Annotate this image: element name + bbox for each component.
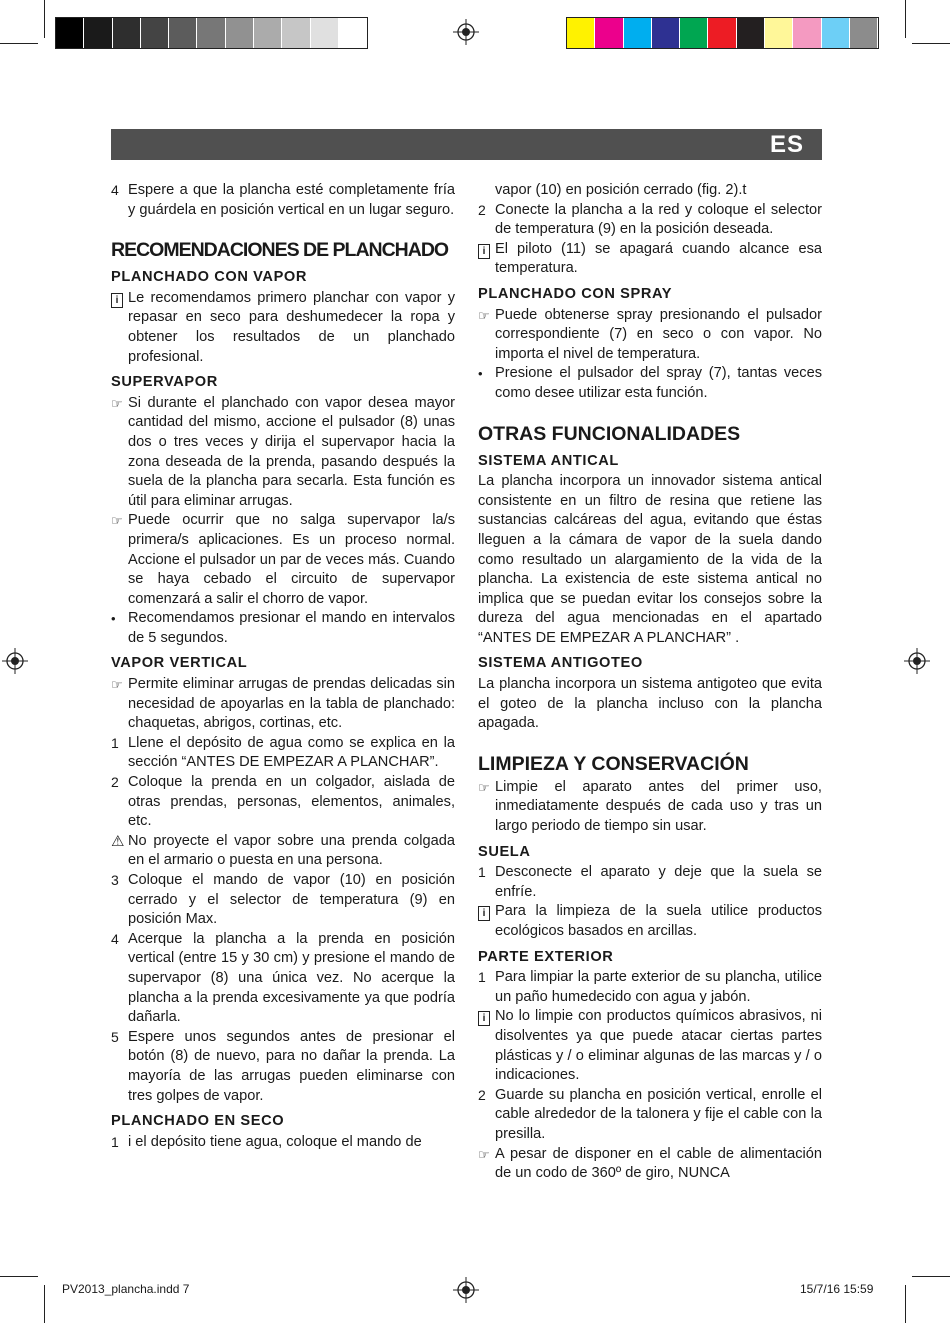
step-number: 1 xyxy=(478,864,486,881)
list-item xyxy=(111,511,455,609)
crop-mark xyxy=(0,1276,38,1277)
supervapor-list xyxy=(111,394,455,649)
subsection-title-spray: PLANCHADO CON SPRAY xyxy=(478,285,673,302)
color-swatch xyxy=(226,18,254,48)
seco-list xyxy=(111,1133,455,1153)
item-text: A pesar de disponer en el cable de alimentación de un codo de 360º de giro, NUNCA xyxy=(495,1145,822,1182)
subsection-title-supervapor: SUPERVAPOR xyxy=(111,374,218,391)
item-text: Desconecte el aparato y deje que la suela se enfríe. xyxy=(495,864,822,900)
language-header-bar xyxy=(111,129,822,160)
step-number: 5 xyxy=(111,1028,119,1045)
step-number: 1 xyxy=(111,1133,119,1150)
color-swatch xyxy=(624,18,652,48)
list-item xyxy=(111,181,455,220)
item-text: Llene el depósito de agua como se explica en la sección “ANTES DE EMPEZAR A PLANCHAR”. xyxy=(128,734,455,771)
antical-paragraph: La plancha incorpora un innovador sistema antical consistente en un filtro de resina que retiene las sustancias calcáreas del agua, evitando que éstas lleguen a la cámara de vapor de la suela dando como resultado un alargamiento de la vida de la plancha. La existencia de este sistema antical no implica que se puedan evitar los consejos sobre la dureza del agua mencionadas en el apartado “ANTES DE EMPEZAR A PLANCHAR” . xyxy=(478,473,822,646)
list-item xyxy=(478,902,822,941)
step-number: 1 xyxy=(111,734,119,751)
color-swatch xyxy=(793,18,821,48)
item-text: No proyecte el vapor sobre una prenda colgada en el armario o puesta en una persona. xyxy=(128,832,455,869)
item-text: El piloto (11) se apagará cuando alcance esa temperatura. xyxy=(495,240,822,277)
vapor-list xyxy=(111,289,455,367)
registration-mark-icon xyxy=(453,19,479,45)
list-item xyxy=(478,181,822,201)
left-column xyxy=(111,181,455,1152)
color-swatch xyxy=(254,18,282,48)
subsection-title-antical: SISTEMA ANTICAL xyxy=(478,452,619,469)
list-item xyxy=(111,930,455,1028)
section-title-limpieza: LIMPIEZA Y CONSERVACIÓN xyxy=(478,752,749,775)
item-text: Coloque el mando de vapor (10) en posición cerrado y el selector de temperatura (9) en posición Max. xyxy=(128,872,455,928)
list-item xyxy=(478,1007,822,1085)
item-text: Coloque la prenda en un colgador, aislada de otras prendas, personas, elementos, animales, etc. xyxy=(128,774,455,830)
list-item xyxy=(478,1145,822,1184)
grayscale-calibration-bar xyxy=(55,17,368,49)
color-swatch xyxy=(680,18,708,48)
footer-timestamp: 15/7/16 15:59 xyxy=(800,1282,874,1296)
list-item xyxy=(478,863,822,902)
list-item xyxy=(111,773,455,832)
limpieza-list xyxy=(478,778,822,837)
step-number: 2 xyxy=(111,774,119,791)
list-item xyxy=(111,734,455,773)
warning-icon: ⚠ xyxy=(111,832,125,850)
item-text: Conecte la plancha a la red y coloque el selector de temperatura (9) en la posición deseada. xyxy=(495,201,822,238)
list-item xyxy=(478,201,822,240)
hand-icon: ☞ xyxy=(478,307,490,323)
list-item xyxy=(478,306,822,365)
step-number: 1 xyxy=(478,969,486,986)
item-text: No lo limpie con productos químicos abrasivos, ni disolventes ya que puede atacar ciertas partes plásticas y / o eliminar algunas de las marcas y / o indicaciones. xyxy=(495,1008,822,1084)
item-text: Para limpiar la parte exterior de su plancha, utilice un paño humedecido con agua y jabón. xyxy=(495,969,822,1005)
list-item xyxy=(111,675,455,734)
crop-mark xyxy=(912,1276,950,1277)
right-column xyxy=(478,181,822,1184)
step-number: 2 xyxy=(478,201,486,218)
color-swatch xyxy=(652,18,680,48)
color-swatch xyxy=(56,18,84,48)
vertical-list xyxy=(111,675,455,1106)
item-text: Espere a que la plancha esté completamente fría y guárdela en posición vertical en un lugar seguro. xyxy=(128,182,455,218)
item-text: Para la limpieza de la suela utilice productos ecológicos basados en arcillas. xyxy=(495,903,822,939)
bullet-icon: • xyxy=(478,366,483,382)
list-item xyxy=(111,289,455,367)
section-title-otras: OTRAS FUNCIONALIDADES xyxy=(478,422,741,445)
bullet-icon: • xyxy=(111,611,116,627)
color-swatch xyxy=(169,18,197,48)
item-text: Presione el pulsador del spray (7), tantas veces como desee utilizar esta función. xyxy=(495,365,822,401)
item-text: Si durante el planchado con vapor desea mayor cantidad del mismo, accione el pulsador (8) unas dos o tres veces y dirija el supervapor hacia la zona deseada de la prenda, pasando después la suela de la plancha para secarla. Esta función es útil para eliminar arrugas. xyxy=(128,394,455,509)
step-number: 3 xyxy=(111,872,119,888)
item-text: Le recomendamos primero planchar con vapor y repasar en seco para deshumedecer la ropa y obtener los resultados de un planchado profesional. xyxy=(128,289,455,365)
section-title-recomendaciones: RECOMENDACIONES DE PLANCHADO xyxy=(111,239,449,262)
info-icon: i xyxy=(478,240,494,260)
list-item xyxy=(111,609,455,648)
item-text: Espere unos segundos antes de presionar el botón (8) de nuevo, para no dañar la prenda. La mayoría de las arrugas pueden eliminarse con tres golpes de vapor. xyxy=(128,1028,455,1104)
item-text: Recomendamos presionar el mando en intervalos de 5 segundos. xyxy=(128,610,455,646)
step-number: 2 xyxy=(478,1086,486,1103)
list-item xyxy=(111,1028,455,1106)
crop-mark xyxy=(44,0,45,38)
color-swatch xyxy=(113,18,141,48)
item-text: Guarde su plancha en posición vertical, enrolle el cable alrededor de la talonera y fije el cable con la presilla. xyxy=(495,1086,822,1142)
crop-mark xyxy=(905,0,906,38)
antigoteo-paragraph: La plancha incorpora un sistema antigoteo que evita el goteo de la plancha incluso con la plancha apagada. xyxy=(478,676,822,732)
list-item xyxy=(478,240,822,279)
color-swatch xyxy=(765,18,793,48)
list-item xyxy=(111,1133,455,1153)
exterior-list xyxy=(478,968,822,1184)
item-text: Puede obtenerse spray presionando el pulsador correspondiente (7) en seco o con vapor. No importa el nivel de temperatura. xyxy=(495,306,822,362)
footer-filename: PV2013_plancha.indd 7 xyxy=(62,1282,190,1296)
crop-mark xyxy=(905,1285,906,1323)
info-icon: i xyxy=(478,902,494,922)
crop-mark xyxy=(0,43,38,44)
subsection-title-exterior: PARTE EXTERIOR xyxy=(478,948,614,965)
list-item xyxy=(478,364,822,403)
color-swatch xyxy=(311,18,339,48)
item-text: Acerque la plancha a la prenda en posición vertical (entre 15 y 30 cm) y presione el mando de supervapor (8) una única vez. No acerque la plancha a la prenda excesivamente ya que podría dañarla. xyxy=(128,930,455,1026)
color-swatch xyxy=(708,18,736,48)
list-item xyxy=(478,1086,822,1145)
step-number: 4 xyxy=(111,182,119,198)
language-code: ES xyxy=(769,131,804,158)
hand-icon: ☞ xyxy=(111,513,123,529)
color-swatch xyxy=(141,18,169,48)
item-text: i el depósito tiene agua, coloque el mando de xyxy=(128,1133,422,1150)
info-icon: i xyxy=(478,1007,494,1027)
hand-icon: ☞ xyxy=(111,677,123,693)
color-swatch xyxy=(850,18,878,48)
info-icon: i xyxy=(111,289,127,309)
list-item xyxy=(111,394,455,512)
color-calibration-bar xyxy=(566,17,879,49)
list-item xyxy=(111,832,455,871)
subsection-title-seco: PLANCHADO EN SECO xyxy=(111,1113,285,1130)
subsection-title-vapor-vertical: VAPOR VERTICAL xyxy=(111,655,248,672)
registration-mark-icon xyxy=(453,1277,479,1303)
color-swatch xyxy=(567,18,595,48)
color-swatch xyxy=(339,18,367,48)
item-text: Limpie el aparato antes del primer uso, inmediatamente después de cada uso y tras un largo periodo de tiempo sin usar. xyxy=(495,778,822,835)
subsection-title-vapor: PLANCHADO CON VAPOR xyxy=(111,269,307,286)
subsection-title-suela: SUELA xyxy=(478,843,531,860)
hand-icon: ☞ xyxy=(111,395,123,411)
registration-mark-icon xyxy=(904,648,930,674)
color-swatch xyxy=(737,18,765,48)
color-swatch xyxy=(282,18,310,48)
registration-mark-icon xyxy=(2,648,28,674)
list-item xyxy=(111,871,455,930)
crop-mark xyxy=(912,43,950,44)
color-swatch xyxy=(822,18,850,48)
spray-list xyxy=(478,306,822,404)
item-text: vapor (10) en posición cerrado (fig. 2).t xyxy=(495,182,747,198)
color-swatch xyxy=(595,18,623,48)
list-item xyxy=(478,778,822,837)
hand-icon: ☞ xyxy=(478,1146,490,1162)
item-text: Permite eliminar arrugas de prendas delicadas sin necesidad de apoyarlas en la tabla de planchado: chaquetas, abrigos, cortinas, etc. xyxy=(128,676,455,732)
item-text: Puede ocurrir que no salga supervapor la/s primera/s aplicaciones. Es un proceso normal. Accione el pulsador un par de veces más. Cuando se haya cebado el circuito de supervapor comenzará a salir el chorro de vapor. xyxy=(128,512,455,607)
color-swatch xyxy=(197,18,225,48)
color-swatch xyxy=(84,18,112,48)
list-item xyxy=(478,968,822,1007)
suela-list xyxy=(478,863,822,941)
step-number: 4 xyxy=(111,930,119,947)
hand-icon: ☞ xyxy=(478,779,490,795)
subsection-title-antigoteo: SISTEMA ANTIGOTEO xyxy=(478,655,643,672)
seco-list-cont xyxy=(478,201,822,279)
crop-mark xyxy=(44,1285,45,1323)
